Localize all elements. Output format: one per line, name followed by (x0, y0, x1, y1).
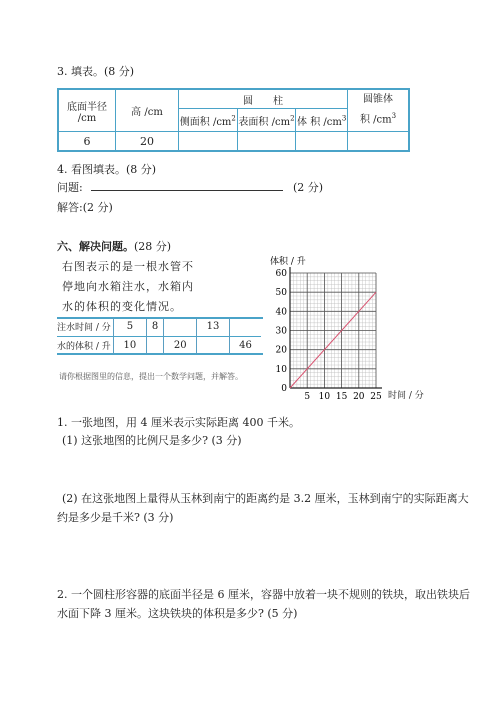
volume-cell: 20 (164, 336, 197, 354)
x-axis-label: 时间 / 分 (388, 391, 424, 401)
time-cell: 13 (197, 318, 230, 336)
y-axis-label: 体积 / 升 (270, 257, 306, 267)
cell-surface-blank[interactable] (237, 132, 296, 152)
problem1-sub2-line1: (2) 在这张地图上量得从玉林到南宁的距离约是 3.2 厘米，玉林到南宁的实际距离大 (62, 492, 469, 505)
water-volume-chart (268, 255, 398, 405)
row-volume-label: 水的体积 / 升 (57, 341, 111, 352)
problem1-sub2-line2: 约是多少是千米? (3 分) (57, 511, 174, 524)
header-cylinder: 圆 柱 (179, 89, 348, 109)
time-cell: 5 (114, 318, 147, 336)
question-answer-line[interactable] (91, 190, 283, 191)
volume-cell: 10 (114, 336, 147, 354)
table2-footnote: 请你根据图里的信息，提出一个数学问题，并解答。 (59, 372, 243, 381)
question-label: 问题: (57, 181, 83, 194)
chart-svg (268, 255, 398, 405)
cell-cone-blank[interactable] (348, 132, 410, 152)
header-lateral-area: 侧面积 $/cm^2$ (179, 109, 238, 132)
answer-label: 解答:(2 分) (57, 201, 113, 214)
x-tick-label: 5 (304, 392, 311, 402)
y-tick-label: 40 (275, 307, 287, 318)
problem2-line1: 2. 一个圆柱形容器的底面半径是 6 厘米，容器中放着一块不规则的铁块，取出铁块后 (57, 588, 470, 601)
x-tick-label: 10 (318, 392, 331, 402)
series-line (290, 292, 376, 388)
question-score: (2 分) (293, 181, 324, 194)
volume-cell[interactable] (197, 336, 230, 354)
x-tick-label: 20 (353, 392, 365, 402)
y-tick-label: 30 (275, 326, 287, 337)
water-volume-table (57, 318, 261, 354)
section6-heading (57, 240, 171, 254)
header-volume: 体 积 $/cm^3$ (296, 109, 348, 132)
y-tick-label: 20 (275, 345, 287, 356)
cell-volume-blank[interactable] (296, 132, 348, 152)
header-radius: 底面半径 /cm (58, 89, 116, 132)
time-cell[interactable] (164, 318, 197, 336)
q3-title: 3. 填表。(8 分) (57, 65, 135, 78)
header-cone-volume: 圆锥体 积 $/cm^3$ (348, 89, 410, 132)
time-cell[interactable] (229, 318, 261, 336)
y-tick-label: 0 (281, 384, 287, 394)
section6-title: 六、解决问题。 (57, 240, 134, 253)
header-surface-area: 表面积 $/cm^2$ (237, 109, 296, 132)
y-tick-label: 10 (275, 364, 287, 375)
q4-title: 4. 看图填表。(8 分) (57, 163, 157, 176)
problem1-sub1: (1) 这张地图的比例尺是多少? (3 分) (62, 434, 242, 447)
section6-score: (28 分) (134, 240, 172, 253)
problem2-line2: 水面下降 3 厘米。这块铁块的体积是多少? (5 分) (57, 607, 298, 620)
y-tick-label: 50 (275, 288, 287, 299)
time-cell: 8 (146, 318, 164, 336)
cell-lateral-blank[interactable] (179, 132, 238, 152)
x-tick-label: 25 (370, 392, 382, 402)
y-tick-label: 60 (275, 269, 287, 279)
fill-table-cylinder (57, 88, 410, 152)
section6-intro: 右图表示的是一根水管不 停地向水箱注水，水箱内 水的体积的变化情况。 (62, 260, 194, 313)
cell-height: 20 (116, 132, 179, 152)
header-height: 高 /cm (116, 89, 179, 132)
cell-radius: 6 (58, 132, 116, 152)
volume-cell[interactable] (146, 336, 164, 354)
x-tick-label: 15 (335, 392, 348, 402)
problem1-text: 1. 一张地图，用 4 厘米表示实际距离 400 千米。 (57, 416, 300, 429)
volume-cell: 46 (229, 336, 261, 354)
row-time-label: 注水时间 / 分 (57, 323, 111, 334)
